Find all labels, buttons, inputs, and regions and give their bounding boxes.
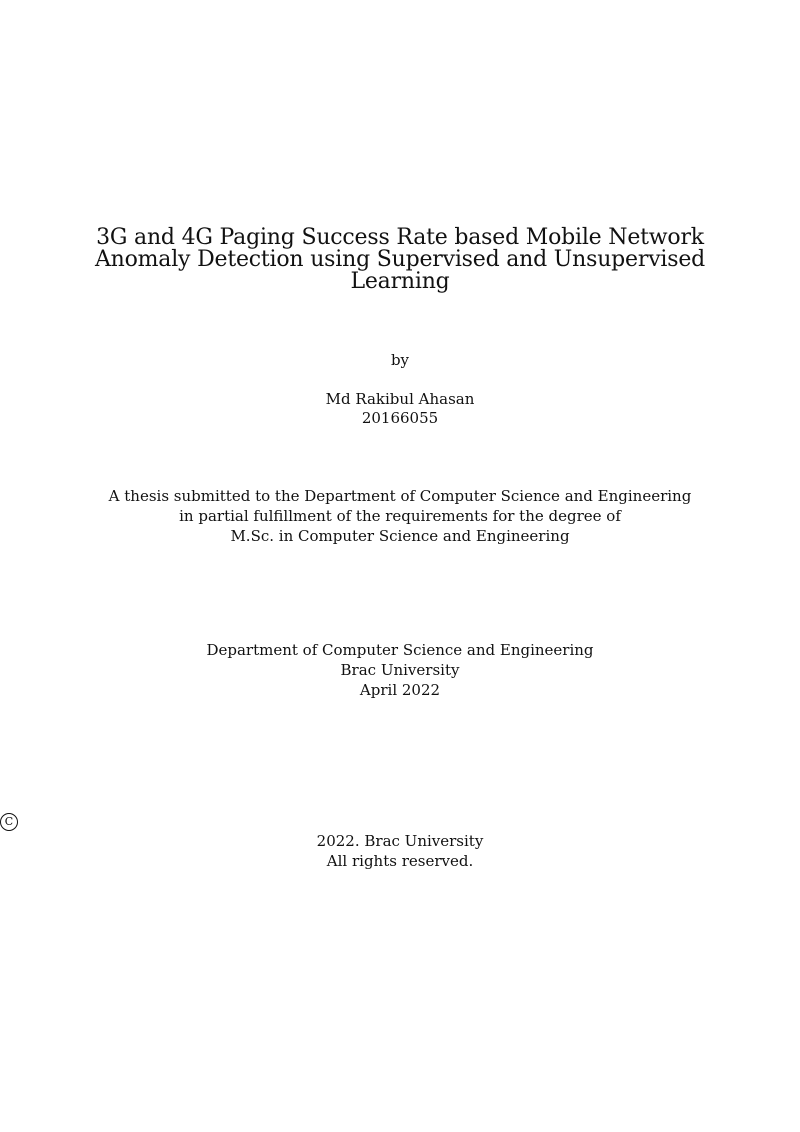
copyright-icon: C bbox=[0, 813, 18, 831]
rights-reserved: All rights reserved. bbox=[326, 852, 474, 870]
thesis-title-line-1: 3G and 4G Paging Success Rate based Mobile Network bbox=[96, 225, 704, 250]
student-id: 20166055 bbox=[361, 409, 439, 427]
copyright-line bbox=[0, 813, 800, 851]
submission-line-2: in partial fulfillment of the requirements for the degree of bbox=[179, 507, 621, 525]
copyright-text: 2022. Brac University bbox=[316, 832, 484, 850]
submission-line-1: A thesis submitted to the Department of Computer Science and Engineering bbox=[108, 487, 692, 505]
university-name: Brac University bbox=[340, 661, 460, 679]
thesis-title-line-2: Anomaly Detection using Supervised and Unsupervised bbox=[94, 247, 706, 272]
submission-statement bbox=[0, 486, 800, 546]
copyright-block bbox=[0, 813, 800, 871]
author-name: Md Rakibul Ahasan bbox=[325, 390, 475, 408]
thesis-title bbox=[0, 227, 800, 293]
author-block bbox=[0, 390, 800, 428]
department-name: Department of Computer Science and Engineering bbox=[206, 641, 594, 659]
by-label: by bbox=[390, 351, 410, 369]
thesis-title-line-3: Learning bbox=[350, 269, 450, 294]
submission-date: April 2022 bbox=[359, 681, 441, 699]
institution-block bbox=[0, 640, 800, 700]
submission-line-3: M.Sc. in Computer Science and Engineering bbox=[230, 527, 570, 545]
